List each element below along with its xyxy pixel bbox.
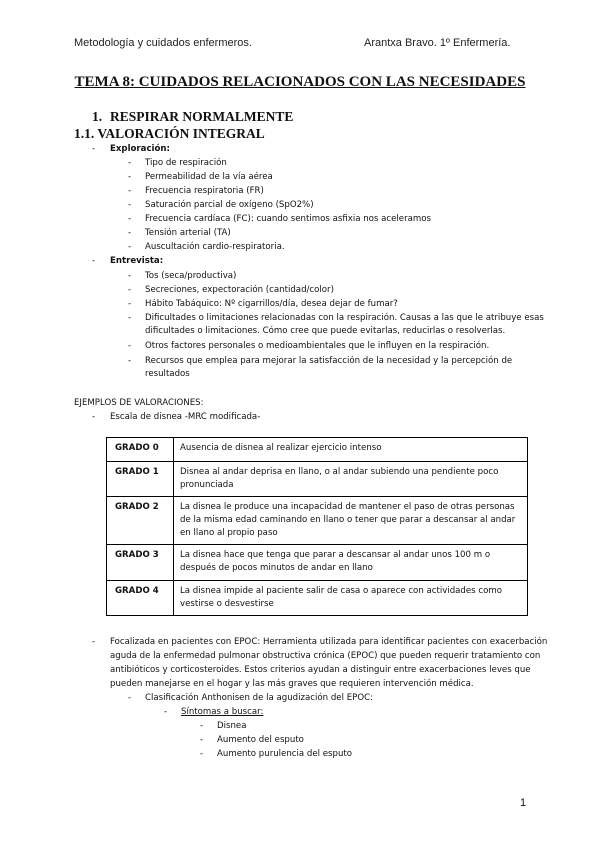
table-row: [107, 438, 528, 462]
ejemplos-heading: EJEMPLOS DE VALORACIONES:: [74, 398, 204, 408]
bullet-dash: -: [92, 412, 96, 422]
bullet-dash: -: [128, 356, 132, 366]
subsection-heading: 1.1. VALORACIÓN INTEGRAL: [74, 126, 265, 141]
section-heading: [92, 109, 293, 125]
table-row: [107, 545, 528, 581]
page-number: 1: [520, 797, 527, 809]
paragraph-line: pueden manejarse en el hogar y las más graves que requieren intervención médica.: [110, 679, 474, 689]
grade-cell: GRADO 2: [107, 497, 174, 545]
bullet-dash: -: [128, 158, 132, 168]
bullet-dash: -: [128, 693, 132, 703]
bullet-dash: -: [128, 214, 132, 224]
grade-cell: GRADO 4: [107, 581, 174, 616]
bullet-dash: -: [128, 200, 132, 210]
bullet-dash: -: [128, 271, 132, 281]
bullet-dash: -: [128, 172, 132, 182]
list-item: Frecuencia respiratoria (FR): [145, 186, 264, 196]
bullet-dash: -: [92, 144, 96, 154]
section-number: 1.: [92, 109, 103, 124]
sintomas-label: Síntomas a buscar:: [181, 707, 264, 717]
page-header-right: Arantxa Bravo. 1º Enfermería.: [364, 37, 511, 49]
description-cell: La disnea impide al paciente salir de casa o aparece con actividades como vestirse o desvestirse: [174, 581, 528, 616]
symptom-item: Disnea: [217, 721, 247, 731]
grade-cell: GRADO 1: [107, 462, 174, 497]
list-item: Saturación parcial de oxígeno (SpO2%): [145, 200, 314, 210]
bullet-dash: -: [200, 749, 204, 759]
list-item: Otros factores personales o medioambientales que le influyen en la respiración.: [145, 341, 490, 351]
list-item: Dificultades o limitaciones relacionadas con la respiración. Causas a las que le atribuye esas: [145, 313, 544, 323]
escala-label: Escala de disnea -MRC modificada-: [110, 412, 261, 422]
list-item: Auscultación cardio-respiratoria.: [145, 242, 285, 252]
list-item-continuation: dificultades o limitaciones. Cómo cree que puede evitarlas, reducirlas o resolverlas.: [145, 326, 506, 336]
description-cell: Disnea al andar deprisa en llano, o al andar subiendo una pendiente poco pronunciada: [174, 462, 528, 497]
list-item: Tensión arterial (TA): [145, 228, 231, 238]
section-label: RESPIRAR NORMALMENTE: [110, 109, 294, 124]
list-item: Frecuencia cardíaca (FC): cuando sentimos asfixia nos aceleramos: [145, 214, 431, 224]
bullet-dash: -: [128, 313, 132, 323]
grade-cell: GRADO 3: [107, 545, 174, 581]
dyspnea-scale-table: [106, 437, 528, 616]
description-cell: La disnea le produce una incapacidad de mantener el paso de otras personas de la misma edad caminando en llano o tener que parar a descansar al andar en llano al propio paso: [174, 497, 528, 545]
list-item: Tos (seca/productiva): [145, 271, 237, 281]
bullet-dash: -: [128, 285, 132, 295]
list-item: Hábito Tabáquico: Nº cigarrillos/día, desea dejar de fumar?: [145, 299, 398, 309]
paragraph-line: antibióticos y corticosteroides. Estos criterios ayudan a distinguir entre exacerbaciones leves que: [110, 665, 531, 675]
list-item-continuation: resultados: [145, 369, 190, 379]
list-item: Permeabilidad de la vía aérea: [145, 172, 273, 182]
grade-cell: GRADO 0: [107, 438, 174, 462]
bullet-dash: -: [200, 721, 204, 731]
anthonisen-label: Clasificación Anthonisen de la agudización del EPOC:: [145, 693, 373, 703]
table-row: [107, 462, 528, 497]
bullet-dash: -: [128, 242, 132, 252]
bullet-dash: -: [92, 637, 96, 647]
symptom-item: Aumento del esputo: [217, 735, 304, 745]
symptom-item: Aumento purulencia del esputo: [217, 749, 353, 759]
bullet-dash: -: [128, 341, 132, 351]
paragraph-line: Focalizada en pacientes con EPOC: Herramienta utilizada para identificar pacientes con exacerbación: [110, 637, 548, 647]
description-cell: Ausencia de disnea al realizar ejercicio intenso: [174, 438, 528, 462]
bullet-dash: -: [128, 186, 132, 196]
table-row: [107, 581, 528, 616]
bullet-dash: -: [200, 735, 204, 745]
list-item: Tipo de respiración: [145, 158, 227, 168]
bullet-dash: -: [92, 256, 96, 266]
page-header-left: Metodología y cuidados enfermeros.: [74, 37, 252, 49]
document-title: TEMA 8: CUIDADOS RELACIONADOS CON LAS NECESIDADES: [74, 74, 526, 90]
description-cell: La disnea hace que tenga que parar a descansar al andar unos 100 m o después de pocos minutos de andar en llano: [174, 545, 528, 581]
list-item: Secreciones, expectoración (cantidad/color): [145, 285, 334, 295]
bullet-dash: -: [164, 707, 168, 717]
paragraph-line: aguda de la enfermedad pulmonar obstructiva crónica (EPOC) que pueden requerir tratamiento con: [110, 651, 541, 661]
entrevista-label: Entrevista:: [110, 256, 164, 266]
exploracion-label: Exploración:: [110, 144, 170, 154]
table-row: [107, 497, 528, 545]
bullet-dash: -: [128, 228, 132, 238]
list-item: Recursos que emplea para mejorar la satisfacción de la necesidad y la percepción de: [145, 356, 513, 366]
bullet-dash: -: [128, 299, 132, 309]
